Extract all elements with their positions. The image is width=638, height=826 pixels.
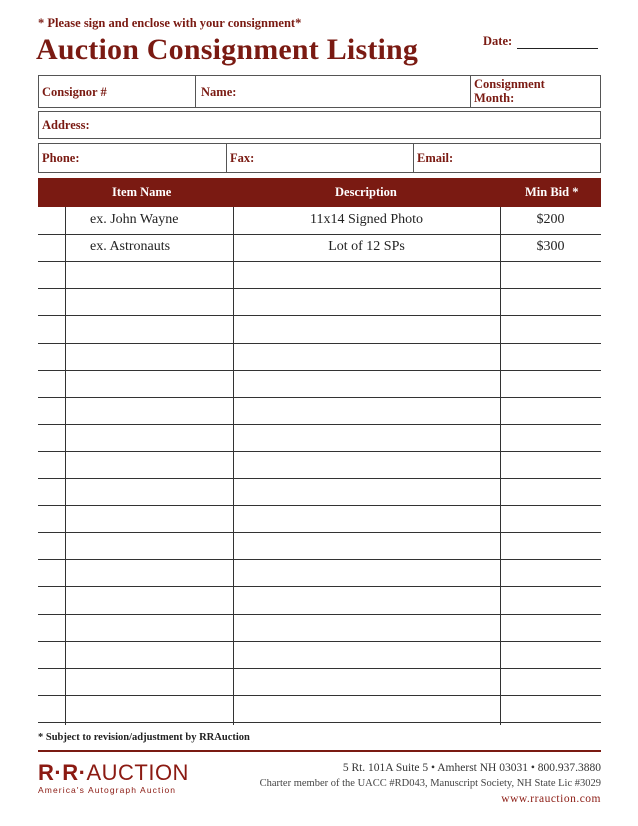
logo-word: AUCTION bbox=[86, 760, 189, 785]
header-item-name: Item Name bbox=[112, 185, 172, 199]
table-header bbox=[38, 178, 601, 207]
table-row-line bbox=[38, 505, 601, 506]
table-row-line bbox=[38, 641, 601, 642]
table-row-line bbox=[38, 424, 601, 425]
table-row-line bbox=[38, 668, 601, 669]
table-row-line bbox=[38, 586, 601, 587]
fax-field[interactable]: Fax: bbox=[230, 151, 255, 165]
table-row-line bbox=[38, 397, 601, 398]
divider bbox=[470, 75, 471, 108]
row2-min-bid[interactable]: $300 bbox=[536, 239, 565, 254]
charter-line: Charter member of the UACC #RD043, Manuscript Society, NH State Lic #3029 bbox=[259, 778, 601, 789]
column-divider bbox=[500, 207, 501, 725]
table-row-line bbox=[38, 261, 601, 262]
divider bbox=[413, 143, 414, 173]
revision-note: * Subject to revision/adjustment by RRAuction bbox=[38, 732, 250, 743]
table-row-line bbox=[38, 343, 601, 344]
website-link[interactable]: www.rrauction.com bbox=[501, 793, 601, 805]
logo-prefix: R·R· bbox=[38, 760, 87, 785]
date-input-line[interactable] bbox=[517, 48, 598, 49]
date-label: Date: bbox=[483, 34, 513, 48]
table-row-line bbox=[38, 370, 601, 371]
table-row-line bbox=[38, 234, 601, 235]
row1-item-name[interactable]: ex. John Wayne bbox=[90, 212, 179, 227]
table-row-line bbox=[38, 722, 601, 723]
rr-auction-logo bbox=[38, 760, 189, 795]
contact-box bbox=[38, 143, 601, 173]
address-box bbox=[38, 111, 601, 139]
name-field[interactable]: Name: bbox=[201, 85, 237, 99]
table-row-line bbox=[38, 315, 601, 316]
email-field[interactable]: Email: bbox=[417, 151, 454, 165]
table-row-line bbox=[38, 559, 601, 560]
table-row-line bbox=[38, 288, 601, 289]
row2-description[interactable]: Lot of 12 SPs bbox=[328, 239, 405, 254]
address-line: 5 Rt. 101A Suite 5 • Amherst NH 03031 • 800.937.3880 bbox=[342, 762, 601, 774]
table-row-line bbox=[38, 451, 601, 452]
row1-min-bid[interactable]: $200 bbox=[536, 212, 565, 227]
divider bbox=[195, 75, 196, 108]
row2-item-name[interactable]: ex. Astronauts bbox=[90, 239, 171, 254]
consignor-number-field[interactable]: Consignor # bbox=[42, 85, 107, 99]
column-divider bbox=[65, 207, 66, 725]
row1-description[interactable]: 11x14 Signed Photo bbox=[309, 212, 424, 227]
consignment-month-field[interactable]: Consignment Month: bbox=[474, 77, 545, 105]
table-row-line bbox=[38, 532, 601, 533]
table-row-line bbox=[38, 614, 601, 615]
logo-tagline: America's Autograph Auction bbox=[38, 785, 177, 795]
page-title: Auction Consignment Listing bbox=[36, 33, 419, 66]
header-min-bid: Min Bid * bbox=[525, 185, 579, 199]
header-description: Description bbox=[335, 185, 397, 199]
divider bbox=[226, 143, 227, 173]
signature-note: * Please sign and enclose with your consignment* bbox=[38, 16, 302, 30]
table-row-line bbox=[38, 478, 601, 479]
phone-field[interactable]: Phone: bbox=[42, 151, 80, 165]
address-field[interactable]: Address: bbox=[42, 118, 90, 132]
table-row-line bbox=[38, 695, 601, 696]
footer-rule bbox=[38, 750, 601, 752]
column-divider bbox=[233, 207, 234, 725]
